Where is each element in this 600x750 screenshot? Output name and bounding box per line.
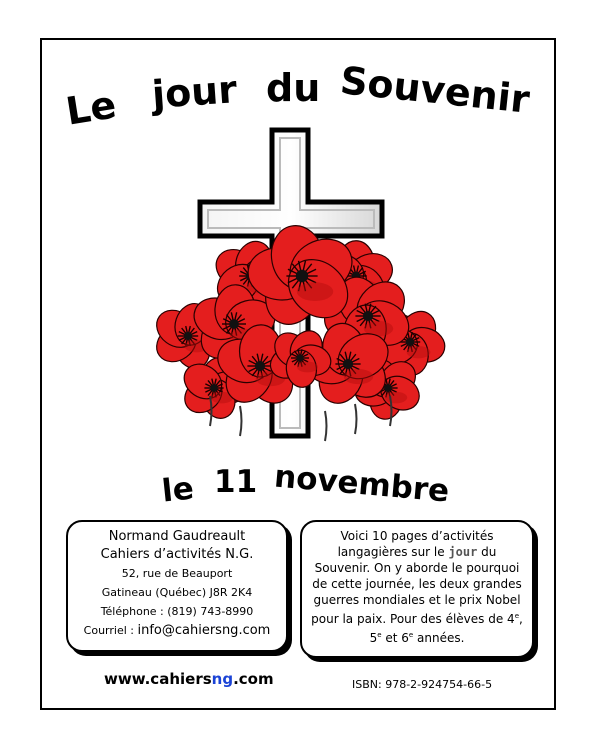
ordinal-suffix: e [514,612,519,620]
contact-email-line [68,621,286,641]
description-part: du Souvenir. On y aborde le pourquoi de cette journée, les deux grandes guerres mondiales et le prix Nobel pour la paix. Pour des élèves de 4 [311,545,522,626]
contact-phone: Téléphone : (819) 743-8990 [100,605,254,618]
website-suffix: .com [233,670,274,688]
title-word: du [266,66,321,110]
date-word: 11 [214,464,258,500]
ordinal-suffix: e [408,631,414,639]
date-heading [0,458,600,514]
email-label: Courriel : [83,624,134,637]
description-highlight: jour [448,545,478,559]
title-word: Souvenir [338,58,532,122]
description-text [310,528,524,646]
poppy-stem [355,404,357,434]
poppy-stem [240,406,242,436]
date-word: novembre [272,458,451,510]
website-link[interactable] [104,670,274,688]
cross-with-poppies-illustration [150,126,450,456]
contact-name: Normand Gaudreault [108,529,246,544]
isbn-number: ISBN: 978-2-924754-66-5 [352,678,493,691]
date-word: le [160,470,196,510]
poppy-stem [325,411,327,441]
email-link[interactable]: info@cahiersng.com [137,623,271,638]
description-part: , 5 [369,612,523,645]
description-part: années. [413,631,465,645]
title-word: Le [62,82,120,134]
website-accent: ng [211,670,234,688]
contact-box [66,520,288,652]
contact-city: Gatineau (Québec) J8R 2K4 [101,586,253,599]
website-prefix: www.cahiers [104,670,212,688]
description-box [300,520,534,658]
description-part: Voici 10 pages d’activités langagières sur le [337,529,494,559]
contact-street: 52, rue de Beauport [121,567,233,580]
ordinal-suffix: e [377,631,382,639]
title-word: jour [150,67,239,117]
description-part: et 6 [381,631,409,645]
contact-company: Cahiers d’activités N.G. [100,547,254,562]
